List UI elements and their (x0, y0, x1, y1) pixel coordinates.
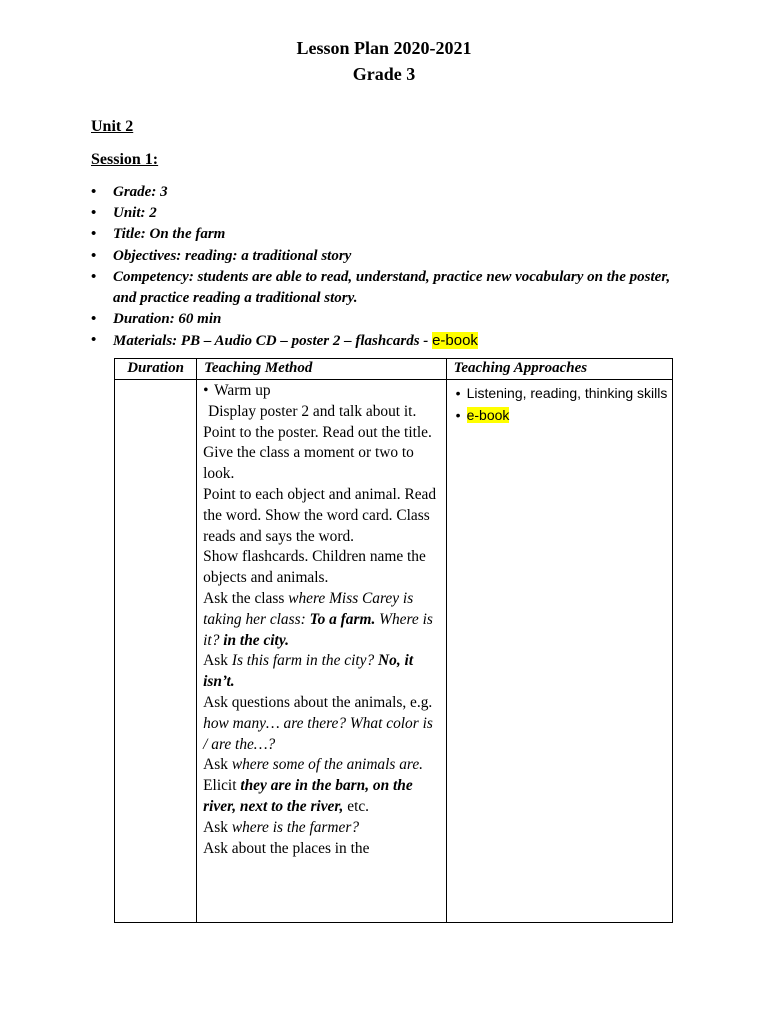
s9-text: Ask (203, 818, 228, 836)
table-header-row (115, 359, 673, 380)
header-duration: Duration (115, 359, 197, 380)
method-step-8 (203, 755, 439, 817)
detail-grade: • Grade: 3 (91, 182, 691, 203)
table-row (115, 380, 673, 923)
detail-duration: • Duration: 60 min (91, 309, 691, 330)
method-step-4: Show flashcards. Children name the objects and animals. (203, 548, 426, 587)
s8-elicit: Elicit (203, 777, 237, 795)
approach-item (447, 382, 672, 404)
method-step-3: Point to each object and animal. Read the word. Show the word card. Class reads and says the word. (203, 485, 437, 545)
lesson-table (114, 358, 673, 923)
s5-text: Ask the class (203, 589, 285, 607)
s5-italic: where Miss Carey is taking her class: (203, 589, 414, 628)
s7-text: Ask questions about the animals, e.g. (203, 693, 433, 711)
s6-answer: No, it isn’t. (203, 652, 414, 691)
method-step-5 (203, 589, 439, 651)
approaches-cell (446, 380, 672, 923)
header-teaching-method: Teaching Method (197, 359, 446, 380)
detail-objectives: • Objectives: reading: a traditional story (91, 246, 691, 267)
session-heading: Session 1: (91, 151, 159, 168)
method-step-7 (203, 693, 439, 755)
s8-text: Ask (203, 756, 228, 774)
duration-cell (115, 380, 197, 923)
s9-question: where is the farmer? (231, 818, 360, 836)
s6-question: Is this farm in the city? (231, 652, 375, 670)
grade-heading: Grade 3 (352, 64, 416, 84)
header-teaching-approaches: Teaching Approaches (446, 359, 672, 380)
detail-unit: • Unit: 2 (91, 203, 691, 224)
method-cell (197, 380, 446, 923)
method-step-10: Ask about the places in the (203, 839, 370, 857)
method-step-9 (203, 818, 439, 839)
s5-answer-2: in the city. (223, 631, 289, 649)
lesson-details-list (91, 182, 691, 353)
materials-ebook-highlight: e-book (432, 332, 478, 350)
approach-skills: Listening, reading, thinking skills (466, 385, 668, 401)
s8-answer: they are in the barn, on the river, next to the river, (203, 777, 413, 815)
method-step-1: Display poster 2 and talk about it. (208, 402, 417, 420)
unit-heading: Unit 2 (91, 118, 134, 135)
method-step-2: Point to the poster. Read out the title. Give the class a moment or two to look. (203, 423, 432, 483)
s8-etc: etc. (347, 797, 370, 815)
detail-competency: • Competency: students are able to read, understand, practice new vocabulary on the poster, and practice reading a traditional story. (91, 267, 691, 309)
s5-question: Where is it? (203, 610, 433, 649)
detail-title: • Title: On the farm (91, 224, 691, 245)
warm-up-item: • Warm up (203, 381, 439, 402)
s5-answer: To a farm. (309, 610, 376, 628)
s7-questions: how many… are there? What color is / are the…? (203, 714, 433, 753)
approach-ebook-highlight: e-book (466, 407, 510, 423)
detail-materials (91, 330, 691, 352)
materials-text: Materials: PB – Audio CD – poster 2 – flashcards - (113, 333, 429, 350)
document-title: Lesson Plan 2020-2021 (296, 38, 472, 58)
approaches-list (447, 380, 672, 426)
s8-question: where some of the animals are. (231, 756, 424, 774)
method-step-6 (203, 651, 439, 693)
approach-item (447, 404, 672, 426)
s6-text: Ask (203, 652, 228, 670)
